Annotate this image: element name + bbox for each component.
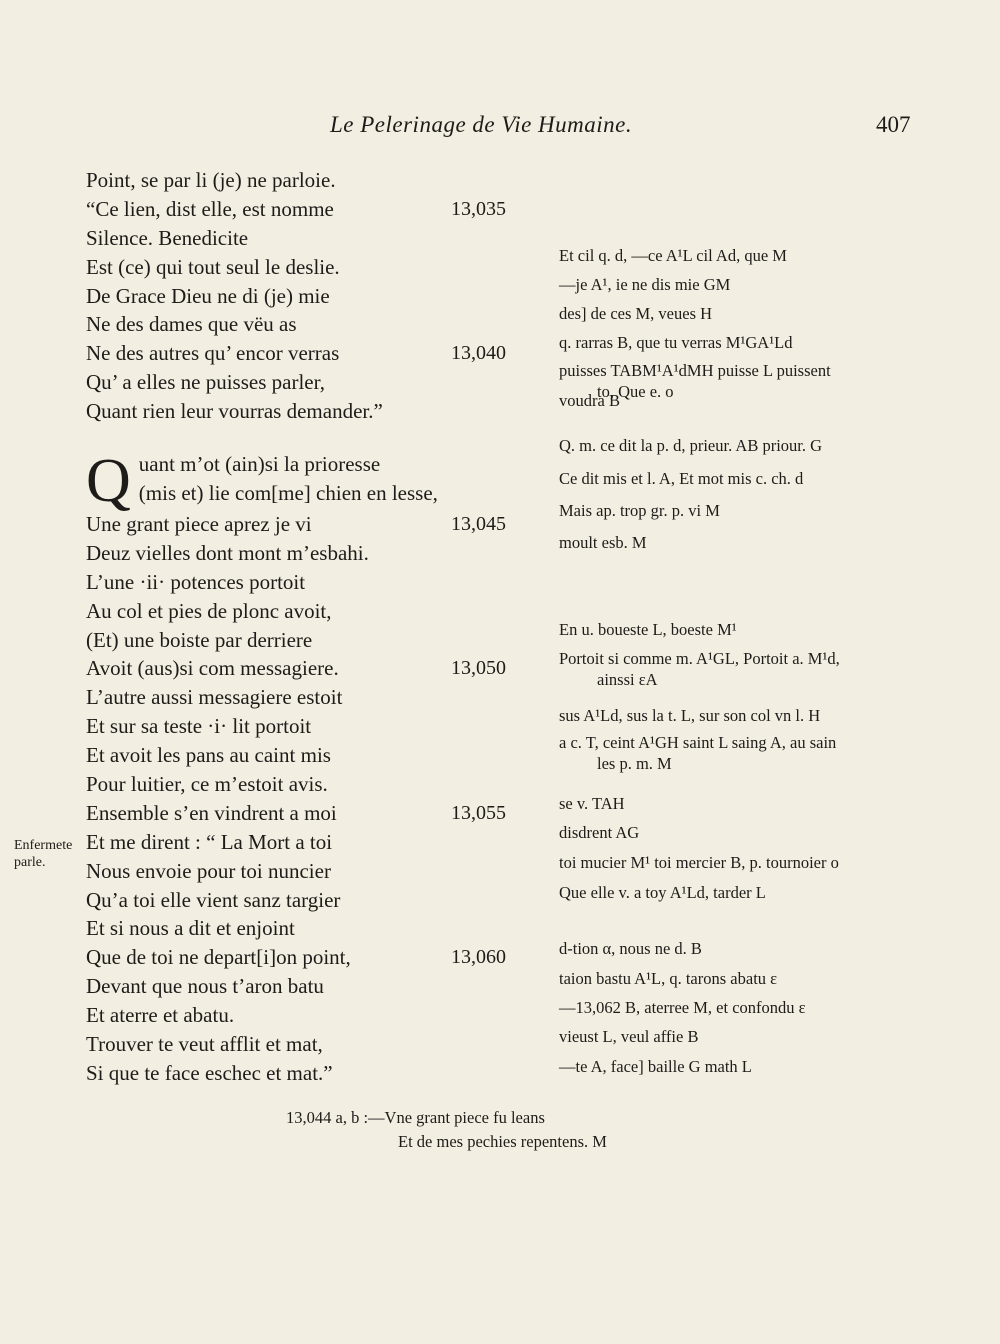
margin-note-line: Enfermete (14, 838, 73, 853)
verse-text: Avoit (aus)si com messagiere. (86, 656, 339, 681)
verse-line (86, 914, 526, 943)
variant-continuation: ainssi εA (597, 670, 658, 689)
verse-column (86, 166, 526, 1088)
variant-text: Mais ap. trop gr. p. vi M (559, 501, 720, 520)
verse-line (86, 741, 526, 770)
verse-line (86, 539, 526, 568)
variant-text: se v. TAH (559, 794, 625, 813)
verse-line (86, 886, 526, 915)
verse-text: Qu’a toi elle vient sanz targier (86, 887, 341, 912)
variant-text: Ce dit mis et l. A, Et mot mis c. ch. d (559, 469, 804, 488)
variant-reading (559, 793, 625, 814)
variant-reading (559, 938, 702, 959)
footnote (286, 1106, 607, 1154)
verse-text: Qu’ a elles ne puisses parler, (86, 370, 326, 395)
page-number: 407 (876, 112, 911, 137)
verse-line (86, 770, 526, 799)
variant-reading (559, 532, 647, 553)
verse-text: Au col et pies de plonc avoit, (86, 598, 332, 623)
variant-reading (559, 882, 766, 903)
verse-text: Silence. Benedicite (86, 225, 249, 250)
verse-line (86, 368, 526, 397)
variant-text: taion bastu A¹L, q. tarons abatu ε (559, 969, 778, 988)
variant-text: voudra B (559, 391, 620, 410)
variant-text: —13,062 B, aterree M, et confondu ε (559, 998, 806, 1017)
variant-text: —te A, face] baille G math L (559, 1057, 752, 1076)
verse-line (86, 1059, 526, 1088)
variant-reading (559, 245, 787, 266)
variant-text: Portoit si comme m. A¹GL, Portoit a. M¹d, (559, 649, 840, 668)
verse-text: Est (ce) qui tout seul le deslie. (86, 254, 340, 279)
verse-text: Ne des autres qu’ encor verras (86, 341, 340, 366)
variant-text: a c. T, ceint A¹GH saint L saing A, au sain (559, 733, 837, 752)
verse-text: Et aterre et abatu. (86, 1003, 235, 1028)
variant-reading (559, 468, 803, 489)
line-number: 13,040 (451, 342, 506, 365)
variant-text: disdrent AG (559, 823, 640, 842)
verse-line: uant m’ot (ain)si la prioresse (138, 452, 381, 477)
verse-text: Et sur sa teste ·i· lit portoit (86, 714, 312, 739)
line-number: 13,045 (451, 513, 506, 536)
verse-text: (Et) une boiste par derriere (86, 627, 313, 652)
verse-text: Deuz vielles dont mont m’esbahi. (86, 540, 369, 565)
running-title: Le Pelerinage de Vie Humaine. (330, 112, 633, 137)
variant-reading (559, 619, 737, 640)
verse-line (86, 510, 526, 539)
variant-text: Et cil q. d, —ce A¹L cil Ad, que M (559, 246, 787, 265)
verse-text: “Ce lien, dist elle, est nomme (86, 196, 334, 221)
footnote-line: 13,044 a, b :—Vne grant piece fu leans (286, 1108, 545, 1127)
verse-line (86, 943, 526, 972)
line-number: 13,050 (451, 657, 506, 680)
variant-text: q. rarras B, que tu verras M¹GA¹Ld (559, 333, 793, 352)
verse-line (86, 224, 526, 253)
verse-text: Et si nous a dit et enjoint (86, 916, 295, 941)
verse-line (86, 253, 526, 282)
verse-line (86, 712, 526, 741)
verse-text: Nous envoie pour toi nuncier (86, 858, 331, 883)
variant-reading (559, 390, 620, 411)
variant-reading (559, 1026, 698, 1047)
verse-line (86, 799, 526, 828)
variant-text: sus A¹Ld, sus la t. L, sur son col vn l. H (559, 706, 821, 725)
verse-line (86, 654, 526, 683)
line-number: 13,055 (451, 801, 506, 824)
verse-line (86, 310, 526, 339)
variant-continuation: les p. m. M (597, 754, 672, 773)
verse-text: Pour luitier, ce m’estoit avis. (86, 772, 328, 797)
verse-text: Et avoit les pans au caint mis (86, 743, 331, 768)
verse-text: Si que te face eschec et mat.” (86, 1060, 333, 1085)
verse-line (86, 597, 526, 626)
verse-text: Point, se par li (je) ne parloie. (86, 168, 336, 192)
line-number: 13,035 (451, 197, 506, 220)
variant-text: En u. boueste L, boeste M¹ (559, 620, 737, 639)
verse-text: Devant que nous t’aron batu (86, 974, 324, 999)
variant-reading (559, 500, 720, 521)
verse-line (86, 1030, 526, 1059)
variant-continuation: to, Que e. o (597, 382, 674, 401)
variant-text: vieust L, veul affie B (559, 1027, 699, 1046)
stanza-1 (86, 166, 526, 426)
variant-text: —je A¹, ie ne dis mie GM (559, 275, 731, 294)
variant-text: toi mucier M¹ toi mercier B, p. tournoier o (559, 853, 839, 872)
margin-note (14, 837, 72, 871)
variant-reading (559, 1056, 752, 1077)
line-number: 13,060 (451, 946, 506, 969)
variant-text: des] de ces M, veues H (559, 304, 713, 323)
verse-line (86, 282, 526, 311)
variant-reading (559, 303, 712, 324)
variant-text: Q. m. ce dit la p. d, prieur. AB priour. G (559, 436, 823, 455)
variant-text: Que elle v. a toy A¹Ld, tarder L (559, 883, 766, 902)
verse-text: Une grant piece aprez je vi (86, 512, 312, 537)
verse-text: Que de toi ne depart[i]on point, (86, 945, 351, 970)
verse-text: L’une ·ii· potences portoit (86, 569, 306, 594)
variant-reading (559, 968, 777, 989)
verse-line (86, 1001, 526, 1030)
variant-reading (559, 332, 793, 353)
drop-cap: Q (86, 447, 131, 516)
verse-line (86, 339, 526, 368)
verse-line (86, 972, 526, 1001)
stanza-2-opening (86, 447, 526, 516)
verse-line (86, 626, 526, 655)
variant-reading (559, 852, 839, 873)
variant-text: moult esb. M (559, 533, 647, 552)
variant-reading (559, 705, 820, 726)
variant-text: d-tion α, nous ne d. B (559, 939, 702, 958)
verse-text: Et me dirent : “ La Mort a toi (86, 829, 333, 854)
variant-reading (559, 822, 639, 843)
verse-text: Ne des dames que vëu as (86, 312, 297, 337)
variant-reading (559, 997, 806, 1018)
verse-text: Quant rien leur vourras demander.” (86, 399, 383, 424)
variant-reading (559, 435, 822, 456)
verse-line: (mis et) lie com[me] chien en lesse, (138, 480, 438, 505)
variant-text: puisses TABM¹A¹dMH puisse L puissent (559, 361, 831, 380)
verse-line (86, 397, 526, 426)
verse-text: Trouver te veut afflit et mat, (86, 1032, 323, 1057)
verse-line (86, 683, 526, 712)
verse-text: Ensemble s’en vindrent a moi (86, 800, 337, 825)
footnote-line: Et de mes pechies repentens. M (398, 1132, 607, 1151)
margin-note-line: parle. (14, 855, 46, 870)
stanza-2 (86, 510, 526, 1088)
verse-line (86, 828, 526, 857)
variant-reading (559, 732, 836, 774)
verse-line (86, 568, 526, 597)
verse-text: L’autre aussi messagiere estoit (86, 685, 343, 710)
verse-text: De Grace Dieu ne di (je) mie (86, 283, 330, 308)
variant-reading (559, 274, 730, 295)
verse-line (86, 195, 526, 224)
variant-reading (559, 648, 840, 690)
verse-line (86, 857, 526, 886)
verse-line (86, 166, 526, 195)
